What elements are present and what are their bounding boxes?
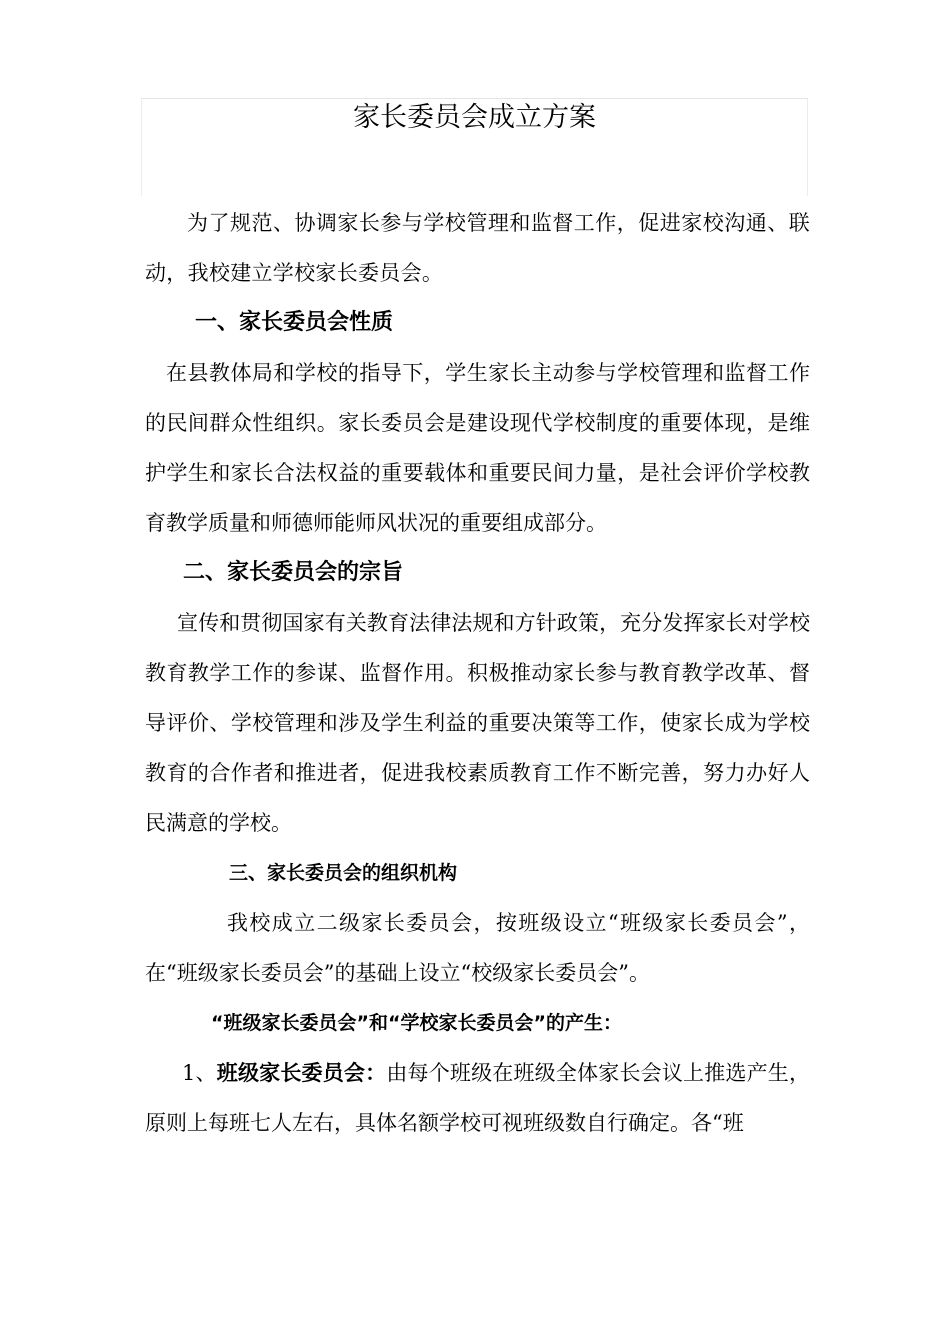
intro-paragraph: 为了规范、协调家长参与学校管理和监督工作，促进家校沟通、联动，我校建立学校家长委员会。	[145, 211, 810, 285]
item1-label: 班级家长委员会：	[216, 1061, 387, 1085]
item1-number: 1、	[182, 1061, 217, 1085]
section3-heading: 三、家长委员会的组织机构	[229, 862, 458, 884]
section3-body: 我校成立二级家长委员会，按班级设立“班级家长委员会”，在“班级家长委员会”的基础上设立“校级家长委员会”。	[145, 911, 810, 985]
document-title: 家长委员会成立方案	[353, 102, 596, 133]
section1-heading: 一、家长委员会性质	[195, 310, 394, 335]
item1-paragraph	[145, 1048, 810, 1148]
section2-body: 宣传和贯彻国家有关教育法律法规和方针政策，充分发挥家长对学校教育教学工作的参谋、监督作用。积极推动家长参与教育教学改革、督导评价、学校管理和涉及学生利益的重要决策等工作，使家长成为学校教育的合作者和推进者，促进我校素质教育工作不断完善，努力办好人民满意的学校。	[145, 611, 810, 835]
section1-body: 在县教体局和学校的指导下，学生家长主动参与学校管理和监督工作的民间群众性组织。家长委员会是建设现代学校制度的重要体现，是维护学生和家长合法权益的重要载体和重要民间力量，是社会评价学校教育教学质量和师德师能师风状况的重要组成部分。	[145, 361, 810, 535]
item1-text: 由每个班级在班级全体家长会议上推选产生，原则上每班七人左右，具体名额学校可视班级数自行确定。各“班	[145, 1061, 810, 1135]
document-body	[145, 198, 810, 1148]
section2-heading: 二、家长委员会的宗旨	[183, 560, 404, 585]
title-frame	[141, 98, 808, 196]
section3-subheading: “班级家长委员会”和“学校家长委员会”的产生：	[211, 1012, 622, 1034]
